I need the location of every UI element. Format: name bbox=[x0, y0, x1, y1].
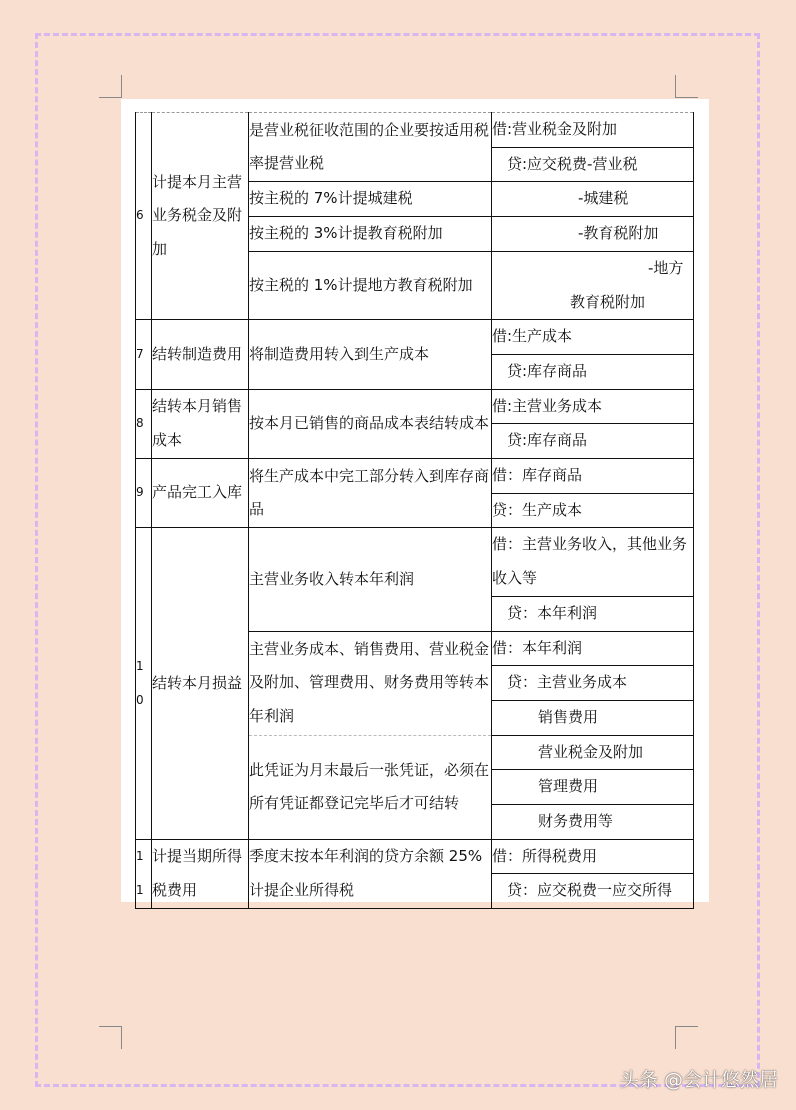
description: 此凭证为月末最后一张凭证，必须在所有凭证都登记完毕后才可结转 bbox=[249, 735, 492, 839]
entry-line: 贷:库存商品 bbox=[492, 354, 694, 389]
table-row bbox=[136, 320, 694, 355]
entry-line: 贷：主营业务成本 bbox=[492, 666, 694, 701]
entry-line: -教育税附加 bbox=[492, 217, 694, 252]
entry-line: 借:主营业务成本 bbox=[492, 389, 694, 424]
description: 按本月已销售的商品成本表结转成本 bbox=[249, 389, 492, 458]
entry-line: 贷：应交税费一应交所得 bbox=[492, 874, 694, 909]
crop-mark-top-right bbox=[675, 75, 698, 98]
crop-mark-bottom-left bbox=[99, 1026, 122, 1049]
item-name: 结转本月销售成本 bbox=[152, 389, 249, 458]
description: 将生产成本中完工部分转入到库存商品 bbox=[249, 459, 492, 528]
description: 主营业务收入转本年利润 bbox=[249, 528, 492, 631]
entry-line: 财务费用等 bbox=[492, 805, 694, 840]
description: 按主税的 3%计提教育税附加 bbox=[249, 217, 492, 252]
entry-line: -地方教育税附加 bbox=[492, 251, 694, 319]
entry-line: 营业税金及附加 bbox=[492, 735, 694, 770]
item-name: 计提本月主营业务税金及附加 bbox=[152, 113, 249, 320]
entry-line: -城建税 bbox=[492, 182, 694, 217]
item-name: 结转本月损益 bbox=[152, 528, 249, 839]
watermark: 头条 @会计悠然居 bbox=[619, 1069, 778, 1091]
row-number: 10 bbox=[136, 528, 152, 839]
table-row bbox=[136, 839, 694, 874]
description: 季度末按本年利润的贷方余额 25%计提企业所得税 bbox=[249, 839, 492, 908]
entry-line: 借：库存商品 bbox=[492, 459, 694, 494]
description: 按主税的 7%计提城建税 bbox=[249, 182, 492, 217]
description: 是营业税征收范围的企业要按适用税率提营业税 bbox=[249, 113, 492, 182]
table-row bbox=[136, 113, 694, 148]
entry-line: 借：主营业务收入，其他业务收入等 bbox=[492, 528, 694, 596]
description: 主营业务成本、销售费用、营业税金及附加、管理费用、财务费用等转本年利润 bbox=[249, 631, 492, 735]
entry-line: 销售费用 bbox=[492, 700, 694, 735]
description: 按主税的 1%计提地方教育税附加 bbox=[249, 251, 492, 319]
entry-line: 借：所得税费用 bbox=[492, 839, 694, 874]
entry-line: 借：本年利润 bbox=[492, 631, 694, 666]
row-number: 9 bbox=[136, 459, 152, 528]
entry-line: 贷：生产成本 bbox=[492, 493, 694, 528]
item-name: 产品完工入库 bbox=[152, 459, 249, 528]
entry-line: 管理费用 bbox=[492, 770, 694, 805]
document-page bbox=[121, 99, 709, 902]
entry-line: 贷:应交税费-营业税 bbox=[492, 147, 694, 182]
item-name: 结转制造费用 bbox=[152, 320, 249, 389]
entry-line: 借:生产成本 bbox=[492, 320, 694, 355]
item-name: 计提当期所得税费用 bbox=[152, 839, 249, 908]
table-row bbox=[136, 459, 694, 494]
row-number: 11 bbox=[136, 839, 152, 908]
crop-mark-top-left bbox=[99, 75, 122, 98]
description: 将制造费用转入到生产成本 bbox=[249, 320, 492, 389]
entry-line: 贷:库存商品 bbox=[492, 424, 694, 459]
table-row bbox=[136, 389, 694, 424]
row-number: 6 bbox=[136, 113, 152, 320]
entry-line: 借:营业税金及附加 bbox=[492, 113, 694, 148]
journal-entry-table bbox=[135, 112, 694, 909]
entry-line: 贷：本年利润 bbox=[492, 596, 694, 631]
crop-mark-bottom-right bbox=[675, 1026, 698, 1049]
row-number: 7 bbox=[136, 320, 152, 389]
row-number: 8 bbox=[136, 389, 152, 458]
